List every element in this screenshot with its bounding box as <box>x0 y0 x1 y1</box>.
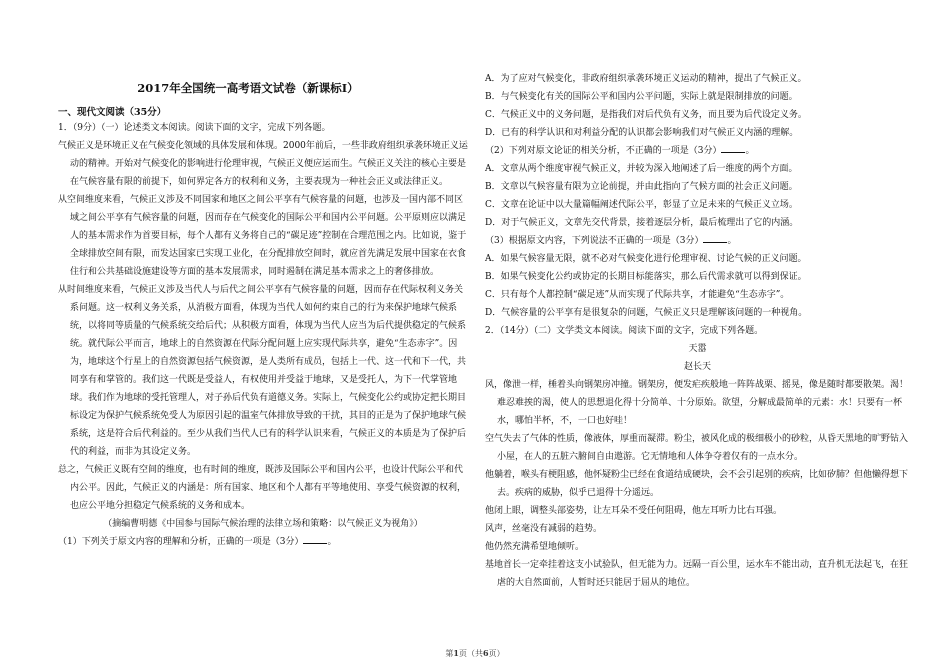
q1-option-c: C．气候正义中的义务问题，是指我们对后代负有义务，而且要为后代设定义务。 <box>485 110 807 120</box>
passage-paragraph-3: 从时间维度来看，气候正义涉及当代人与后代之间公平享有气候容量的问题，因而存在代际权利义务关系问题。这一权利义务关系，从消极方面看，体现为当代人如何约束自己的行为来保护地球气候系统，以将同等质量的气候系统交给后代；从积极方面看，体现为当代人应当为后代提供稳定的气候系统。就代际公平而言，地球上的自然资源在代际分配问题上应实现代际共享，避免“生态赤字”。因为，地球这个行星上的自然资源包括气候资源，是人类所有成员，包括上一代、这一代和下一代，共同享有和掌管的。我们这一代既是受益人，有权使用并受益于地球，又是受托人，为下一代掌管地球。我们作为地球的受托管理人，对子孙后代负有道德义务。实际上，气候变化公约或协定把长期目标设定为保护气候系统免受人为原因引起的温室气体排放导致的干扰，其目的正是为了保护地球气候系统，这是符合后代利益的。至少从我们当代人已有的科学认识来看，气候正义的本质是为了保护后代的利益，而非为其设定义务。 <box>58 285 467 457</box>
story-author: 赵长天 <box>683 362 711 372</box>
footer-mid: 页（共 <box>459 649 483 658</box>
story-paragraph-5: 风声，丝毫没有减弱的趋势。 <box>485 524 603 534</box>
question-text: （2）下列对原文论证的相关分析，不正确的一项是（3分） <box>485 146 722 156</box>
q2-option-a: A．文章从两个维度审视气候正义，并较为深入地阐述了后一维度的两个方面。 <box>485 164 798 174</box>
question-1-sub-2: （2）下列对原文论证的相关分析，不正确的一项是（3分） 。 <box>485 142 910 160</box>
answer-blank[interactable] <box>303 534 327 544</box>
question-text: （3）根据原文内容，下列说法不正确的一项是（3分） <box>485 236 704 246</box>
footer-total-pages: 6 <box>483 648 489 658</box>
passage-paragraph-1: 气候正义是环境正义在气候变化领域的具体发展和体现。2000年前后，一些非政府组织承袭环境正义运动的精神。开始对气候变化的影响进行伦理审视，气候正义便应运而生。气候正义关注的核心主要是在气候容量有限的前提下，如何界定各方的权利和义务，主要表现为一种社会正义或法律正义。 <box>58 141 468 187</box>
footer-prefix: 第 <box>445 649 454 658</box>
left-column <box>58 119 468 551</box>
question-2-intro: 2．（14分）（二）文学类文本阅读。阅读下面的文字，完成下列各题。 <box>485 326 764 336</box>
q2-option-c: C．文章在论证中以大量篇幅阐述代际公平，彰显了立足未来的气候正义立场。 <box>485 200 798 210</box>
story-paragraph-7: 基地首长一定牵挂着这支小试验队，但无能为力。远隔一百公里，运水车不能出动，直升机无法起飞，在狂虐的大自然面前，人暂时还只能居于屈从的地位。 <box>485 560 909 588</box>
question-1-intro: 1．（9分）（一）论述类文本阅读。阅读下面的文字，完成下列各题。 <box>58 123 331 133</box>
q2-option-b: B．文章以气候容量有限为立论前提，并由此指向了气候方面的社会正义问题。 <box>485 182 798 192</box>
story-paragraph-4: 他闭上眼，调整头部姿势，让左耳朵不受任何阻碍，他左耳听力比右耳强。 <box>485 506 783 516</box>
q2-option-d: D．对于气候正义，文章先交代背景，接着逐层分析，最后梳理出了它的内涵。 <box>485 218 799 228</box>
footer-page-number: 1 <box>453 648 459 658</box>
q3-option-b: B．如果气候变化公约或协定的长期目标能落实，那么后代需求就可以得到保证。 <box>485 272 807 282</box>
passage-paragraph-4: 总之，气候正义既有空间的维度，也有时间的维度，既涉及国际公平和国内公平，也设计代际公平和代内公平。因此，气候正义的内涵是：所有国家、地区和个人都有平等地使用、享受气候资源的权利，也应公平地分担稳定气候系统的义务和成本。 <box>58 465 467 511</box>
question-1-sub-1: （1）下列关于原文内容的理解和分析，正确的一项是（3分） 。 <box>58 533 468 551</box>
q1-option-d: D．已有的科学认识和对利益分配的认识都会影响我们对气候正义内涵的理解。 <box>485 128 799 138</box>
page-title: 2017年全国统一高考语文试卷（新课标Ⅰ） <box>137 81 359 95</box>
page-footer <box>0 648 950 659</box>
q3-option-a: A．如果气候容量无限，就不必对气候变化进行伦理审视、讨论气候的正义问题。 <box>485 254 807 264</box>
story-paragraph-2: 空气失去了气体的性质，像液体，厚重而凝滞。粉尘，被风化成的极细极小的砂粒，从昏天黑地的旷野钻入小屋，在人的五脏六腑间自由遨游。它无情地和人体争夺着仅有的一点水分。 <box>485 434 909 462</box>
passage-paragraph-2: 从空间维度来看，气候正义涉及不同国家和地区之间公平享有气候容量的问题，也涉及一国内部不同区域之间公平享有气候容量的问题，因而存在气候变化的国际公平和国内公平问题。公平原则应以满足人的基本需求作为首要目标，每个人都有义务将自己的“碳足迹”控制在合理范围之内。比如说，鉴于全球排放空间有限，而发达国家已实现工业化，在分配排放空间时，就应首先满足发展中国家在衣食住行和公共基础设施建设等方面的基本发展需求，同时遏制在满足基本需求之上的奢侈排放。 <box>58 195 467 277</box>
question-1-sub-3: （3）根据原文内容，下列说法不正确的一项是（3分） 。 <box>485 232 910 250</box>
story-paragraph-6: 他仍然充满希望地倾听。 <box>485 542 585 552</box>
footer-suffix: 页） <box>488 649 505 658</box>
answer-blank[interactable] <box>703 233 727 243</box>
answer-blank[interactable] <box>721 143 745 153</box>
story-paragraph-3: 他躺着，喉头有梗阻感，他怀疑粉尘已经在食道结成硬块，会不会引起别的疾病，比如矽肺？但他懒得想下去。疾病的威胁，似乎已退得十分遥远。 <box>485 470 909 498</box>
right-column <box>485 70 910 592</box>
section-heading: 一、现代文阅读（35分） <box>58 107 167 118</box>
q1-option-a: A．为了应对气候变化，非政府组织承袭环境正义运动的精神，提出了气候正义。 <box>485 74 807 84</box>
q1-option-b: B．与气候变化有关的国际公平和国内公平问题，实际上就是限制排放的问题。 <box>485 92 798 102</box>
question-text: （1）下列关于原文内容的理解和分析，正确的一项是（3分） <box>58 537 304 547</box>
story-paragraph-1: 风，像泄一样，棰着头向钢架房冲撞。钢架房，便发疟疾般地一阵阵战栗、摇晃，像是随时都要散架。渴！难忍难挨的渴，使人的思想退化得十分简单、十分原始。欲望，分解成最简单的元素：水！只要有一杯水，哪怕半杯，不，一口也好哇！ <box>485 380 909 426</box>
q3-option-d: D．气候容量的公平享有是很复杂的问题，气候正义只是理解该问题的一种视角。 <box>485 308 808 318</box>
passage-citation: （摘编曹明德《中国参与国际气候治理的法律立场和策略：以气候正义为视角》） <box>103 519 423 529</box>
q3-option-c: C．只有每个人都控制“碳足迹”从而实现了代际共享，才能避免“生态赤字”。 <box>485 290 790 300</box>
story-title: 天嚣 <box>688 344 707 354</box>
